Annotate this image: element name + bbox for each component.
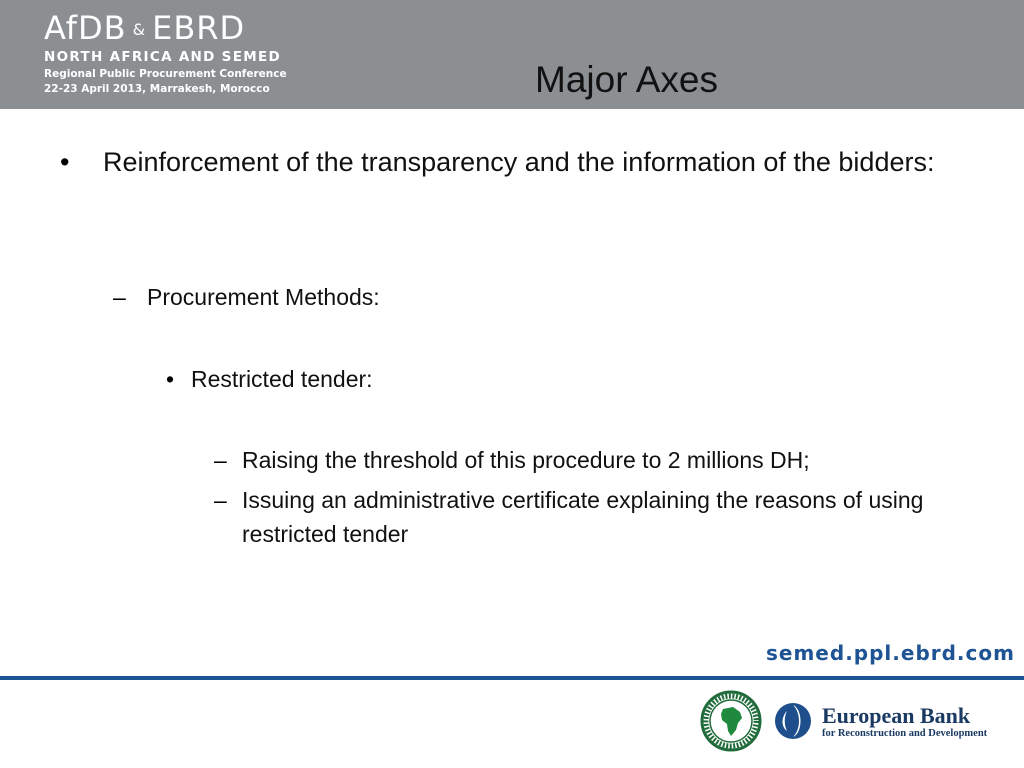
bullet-marker-l4: – [214,487,227,513]
logo-ampersand: & [132,20,147,39]
logo-subtitle: NORTH AFRICA AND SEMED [44,49,281,65]
bullet-marker-l2: – [113,284,126,310]
afdb-seal-icon [700,690,762,752]
footer-divider [0,676,1024,680]
slide-title: Major Axes [535,59,719,100]
logo-ebrd: EBRD [152,9,246,47]
bullet-level2: Procurement Methods: [147,284,380,310]
bullet-level4-item: Raising the threshold of this procedure to 2 millions DH; [242,447,810,473]
website-url: semed.ppl.ebrd.com [766,641,1015,665]
ebrd-subtitle: for Reconstruction and Development [822,728,988,739]
ebrd-swirl-icon [773,701,813,741]
bullet-level1: Reinforcement of the transparency and the information of the bidders: [103,147,935,177]
bullet-marker-l3: • [166,366,175,392]
logo-conference-name: Regional Public Procurement Conference [44,68,287,80]
ebrd-name: European Bank [822,703,971,728]
bullet-level4-item: Issuing an administrative certificate explaining the reasons of using restricted tender [242,487,924,547]
bullet-level3: Restricted tender: [191,366,373,392]
logo-conference-date: 22-23 April 2013, Marrakesh, Morocco [44,83,270,95]
logo-afdb: AfDB [44,9,127,47]
bullet-marker-l4: – [214,447,227,473]
bullet-marker-l1: • [60,147,70,177]
